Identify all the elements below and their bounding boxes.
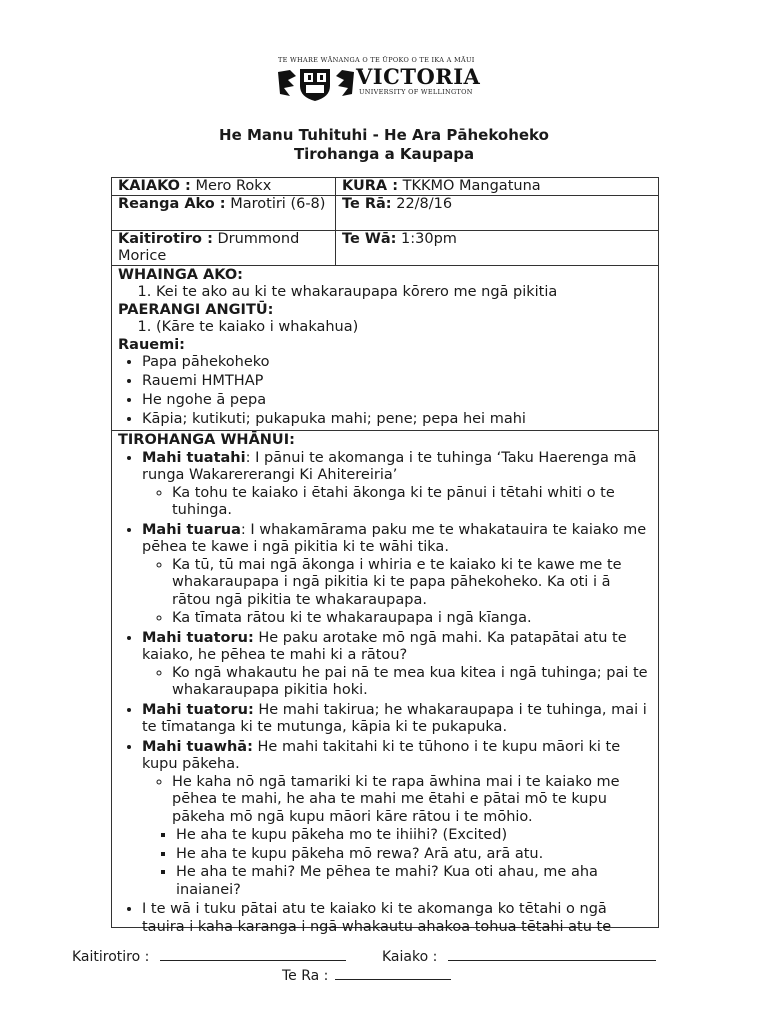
logo-name: VICTORIA: [356, 64, 481, 89]
goals-cell: [112, 266, 659, 431]
logo-tagline: TE WHARE WĀNANGA O TE ŪPOKO O TE IKA A MĀUI: [278, 56, 475, 64]
mahi-text: : I whakamārama paku me te whakatauira te kaiako me pēhea te kawe i ngā pikitia ki te wāhi tika.: [142, 521, 647, 555]
tewa-value: 1:30pm: [401, 231, 457, 247]
footer-kaiako: [382, 946, 656, 965]
mahi-item: [142, 450, 652, 520]
footer-tera: [282, 965, 451, 984]
overview-content: [118, 432, 652, 935]
mahi-question: ▪ He aha te kupu pākeha mo te ihiihi? (Excited): [176, 827, 652, 845]
reanga-cell: [112, 196, 336, 231]
mahi-subitem: ◦ Ko ngā whakautu he pai nā te mea kua kitea i ngā tuhinga; pai te whakaraupapa pikitia hoki.: [172, 665, 652, 700]
mahi-text: He mahi takitahi ki te tūhono i te kupu māori ki te kupu pākeha.: [142, 738, 621, 772]
footer-tera-label: Te Ra :: [282, 968, 329, 984]
kaitirotiro-cell: [112, 231, 336, 266]
footer-kaiako-label: Kaiako :: [382, 949, 438, 965]
mahi-text: He mahi takirua; he whakaraupapa i te tuhinga, mai i te tīmatanga ki te mutunga, kāpia ki te pukapuka.: [142, 701, 647, 735]
mahi-question: ▪ He aha te mahi? Me pēhea te mahi? Kua oti ahau, me aha inaianei?: [176, 864, 652, 899]
mahi-text: : I pānui te akomanga i te tuhinga ‘Taku Haerenga mā runga Wakarererangi Ki Ahitereiria’: [142, 449, 637, 483]
mahi-question: ▪ He aha te kupu pākeha mō rewa? Arā atu, arā atu.: [176, 846, 652, 864]
mahi-item: [142, 630, 652, 700]
kaiako-value: Mero Rokx: [195, 178, 272, 194]
whainga-heading: WHAINGA AKO:: [118, 267, 243, 283]
rauemi-item: • Papa pāhekoheko: [142, 354, 652, 371]
kura-cell: [336, 178, 659, 196]
mahi-item: [142, 702, 652, 737]
mahi-label: Mahi tuatahi: [142, 449, 246, 466]
university-logo: [274, 56, 481, 104]
rauemi-item: • Kāpia; kutikuti; pukapuka mahi; pene; pepa hei mahi: [142, 411, 652, 428]
kaitirotiro-label: Kaitirotiro :: [118, 231, 213, 247]
document-subtitle: Tirohanga a Kaupapa: [293, 145, 475, 163]
whainga-item: 1. Kei te ako au ki te whakaraupapa kōrero me ngā pikitia: [156, 284, 652, 301]
mahi-label: Mahi tuatoru:: [142, 701, 254, 718]
tera-value: 22/8/16: [396, 196, 453, 212]
date-line[interactable]: [335, 965, 451, 980]
kura-label: KURA :: [342, 178, 398, 194]
kaitirotiro-value: Drummond Morice: [118, 231, 300, 264]
mahi-label: Mahi tuatoru:: [142, 629, 254, 646]
rauemi-item: • Rauemi HMTHAP: [142, 373, 652, 390]
mahi-label: Mahi tuawhā:: [142, 738, 253, 755]
observation-form: [111, 177, 659, 935]
mahi-subitem: ◦ Ka tīmata rātou ki te whakaraupapa i ngā kīanga.: [172, 610, 652, 628]
kaiako-cell: [112, 178, 336, 196]
document-title: He Manu Tuhituhi - He Ara Pāhekoheko: [219, 126, 549, 144]
mahi-text: He paku arotake mō ngā mahi. Ka patapātai atu te kaiako, he pēhea te mahi ki a rātou?: [142, 629, 627, 663]
mahi-item: [142, 522, 652, 628]
mahi-item: • I te wā i tuku pātai atu te kaiako ki te akomanga ko tētahi o ngā tauira i kaha karanga i ngā whakautu ahakoa tohua tētahi atu te: [142, 901, 652, 936]
mahi-item: [142, 739, 652, 900]
paerangi-item: 1. (Kāre te kaiako i whakahua): [156, 319, 652, 336]
rauemi-heading: Rauemi:: [118, 337, 185, 353]
mahi-subitem: ◦ Ka tū, tū mai ngā ākonga i whiria e te kaiako ki te kawe me te whakaraupapa i ngā pikitia ki te papa pāhekoheko. Ka oti i ā rātou ngā pikitia te whakaraupapa.: [172, 557, 652, 610]
kura-value: TKKMO Mangatuna: [402, 178, 541, 194]
tewa-label: Te Wā:: [342, 231, 397, 247]
tera-cell: [336, 196, 659, 231]
kaitirotiro-signature-line[interactable]: [160, 946, 346, 961]
overview-cell: [112, 431, 659, 935]
mahi-subitem: ◦ Ka tohu te kaiako i ētahi ākonga ki te pānui i tētahi whiti o te tuhinga.: [172, 485, 652, 520]
rauemi-item: • He ngohe ā pepa: [142, 392, 652, 409]
reanga-label: Reanga Ako :: [118, 196, 226, 212]
footer-kaitirotiro: [72, 946, 346, 965]
tera-label: Te Rā:: [342, 196, 392, 212]
mahi-label: Mahi tuarua: [142, 521, 241, 538]
tirohanga-heading: TIROHANGA WHĀNUI:: [118, 432, 295, 448]
footer-kaitirotiro-label: Kaitirotiro :: [72, 949, 150, 965]
kaiako-signature-line[interactable]: [448, 946, 656, 961]
reanga-value: Marotiri (6-8): [230, 196, 326, 212]
kaiako-label: KAIAKO :: [118, 178, 191, 194]
logo-subtitle: UNIVERSITY OF WELLINGTON: [359, 88, 473, 96]
university-crest-icon: [276, 66, 354, 102]
tewa-cell: [336, 231, 659, 266]
paerangi-heading: PAERANGI ANGITŪ:: [118, 302, 274, 318]
mahi-subitem: ◦ He kaha nō ngā tamariki ki te rapa āwhina mai i te kaiako me pēhea te mahi, he aha te mahi me ētahi e pātai mō te kupu pākeha mō ngā kupu māori kāre rātou i te mōhio.: [172, 774, 652, 827]
